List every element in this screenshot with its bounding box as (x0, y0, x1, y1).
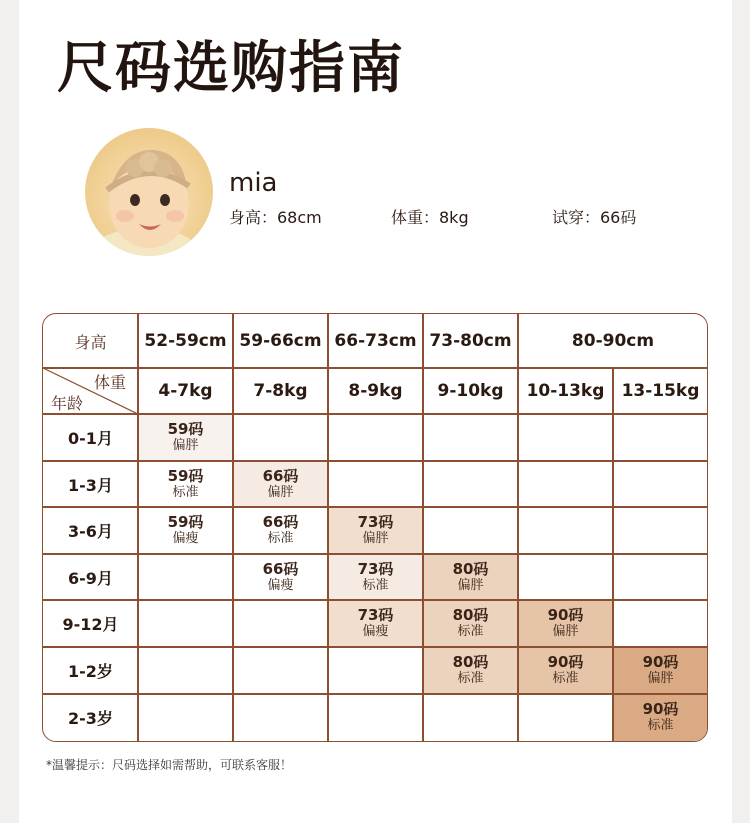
col-divider (517, 314, 519, 741)
row-divider (43, 506, 707, 508)
fit-label: 偏瘦 (172, 531, 199, 546)
size-value: 66码 (262, 513, 299, 531)
weight-range: 10-13kg (526, 381, 605, 401)
row-divider (43, 367, 707, 369)
size-value: 66码 (262, 559, 299, 578)
size-value: 73码 (357, 559, 394, 578)
col-divider (232, 314, 234, 741)
size-cell (423, 647, 518, 694)
fit-label: 偏胖 (552, 624, 579, 639)
size-cell (328, 554, 423, 600)
footnote: *温馨提示：尺码选择如需帮助，可联系客服！ (46, 758, 293, 772)
size-value: 90码 (642, 653, 679, 671)
row-divider (43, 646, 707, 648)
size-value: 73码 (357, 606, 394, 624)
size-cell (423, 554, 518, 600)
diagonal-header-cell (43, 368, 138, 414)
size-cell (328, 507, 423, 554)
size-value: 90码 (547, 606, 584, 624)
fit-label: 标准 (457, 624, 484, 639)
size-value: 66码 (262, 466, 299, 485)
fit-label: 偏胖 (647, 671, 674, 686)
weight-range: 4-7kg (158, 381, 213, 401)
height-group: 73-80cm (429, 331, 512, 351)
size-cell (613, 694, 708, 741)
size-cell (423, 600, 518, 647)
col-divider (422, 314, 424, 741)
age-label: 3-6月 (68, 522, 113, 541)
row-divider (43, 460, 707, 462)
size-value: 80码 (452, 606, 489, 624)
age-label: 1-2岁 (68, 662, 113, 681)
size-cell (233, 507, 328, 554)
age-label: 0-1月 (68, 429, 113, 448)
height-group: 52-59cm (144, 331, 227, 351)
size-cell (138, 461, 233, 507)
size-value: 73码 (357, 513, 394, 531)
baby-photo-icon (85, 128, 213, 256)
profile-name: mia (229, 168, 278, 198)
fit-label: 标准 (362, 577, 389, 593)
fit-label: 偏胖 (267, 484, 294, 500)
size-cell (138, 507, 233, 554)
height-group: 80-90cm (571, 331, 655, 351)
row-divider (43, 553, 707, 555)
fit-label: 偏瘦 (362, 624, 389, 639)
size-chart-table (42, 313, 708, 742)
size-cell (613, 647, 708, 694)
weight-range: 13-15kg (621, 381, 700, 401)
fit-label: 偏瘦 (267, 577, 294, 593)
fit-label: 标准 (267, 531, 294, 546)
age-label: 2-3岁 (68, 709, 113, 728)
col-divider (137, 314, 139, 741)
size-cell (518, 647, 613, 694)
size-cell (328, 600, 423, 647)
weight-range: 8-9kg (348, 381, 403, 401)
page-title: 尺码选购指南 (57, 36, 405, 101)
fit-label: 标准 (457, 671, 484, 686)
fit-label: 标准 (552, 671, 579, 686)
size-cell (518, 600, 613, 647)
size-value: 90码 (642, 700, 679, 718)
size-cell (233, 461, 328, 507)
fit-label: 偏胖 (172, 438, 199, 453)
age-label: 9-12月 (62, 615, 119, 634)
height-group: 59-66cm (239, 331, 322, 351)
col-divider (612, 368, 614, 741)
age-header-label: 年龄 (51, 394, 84, 413)
size-value: 59码 (167, 466, 204, 485)
size-cell (233, 554, 328, 600)
col-divider (327, 314, 329, 741)
height-header-label: 身高 (74, 332, 107, 352)
profile-tried-size: 试穿：66码 (552, 208, 637, 227)
size-value: 80码 (452, 653, 489, 671)
baby-avatar (85, 128, 213, 256)
profile-height: 身高：68cm (229, 208, 322, 227)
row-divider (43, 693, 707, 695)
size-value: 59码 (167, 420, 204, 438)
age-label: 6-9月 (68, 568, 113, 588)
row-divider (43, 413, 707, 415)
weight-header-label: 体重 (93, 373, 126, 392)
fit-label: 标准 (172, 484, 199, 500)
size-value: 80码 (452, 559, 489, 578)
age-label: 1-3月 (68, 475, 113, 495)
fit-label: 偏胖 (362, 531, 389, 546)
fit-label: 偏胖 (457, 577, 484, 593)
row-divider (43, 599, 707, 601)
profile-weight: 体重：8kg (391, 208, 469, 227)
weight-range: 9-10kg (437, 381, 504, 401)
weight-range: 7-8kg (253, 381, 308, 401)
height-group: 66-73cm (334, 331, 417, 351)
fit-label: 标准 (647, 718, 674, 733)
size-value: 59码 (167, 513, 204, 531)
size-cell (138, 414, 233, 461)
size-value: 90码 (547, 653, 584, 671)
